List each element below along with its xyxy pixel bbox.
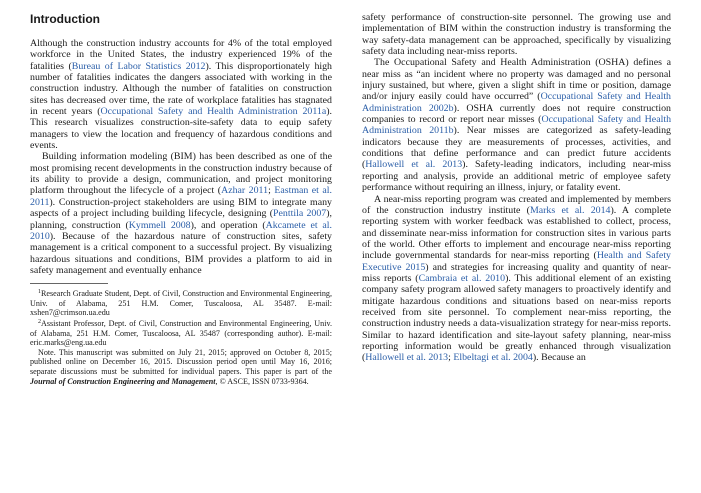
footnote-mark: 2 — [38, 319, 41, 325]
text-run: , © ASCE, ISSN 0733-9364. — [215, 376, 309, 386]
journal-name: Journal of Construction Engineering and Management — [30, 376, 216, 386]
citation-link[interactable]: Cambraia et al. 2010 — [418, 272, 506, 284]
text-run: ), planning, construction ( — [30, 208, 332, 231]
paragraph — [362, 12, 671, 57]
citation-link[interactable]: Kymmell 2008 — [128, 219, 191, 231]
paragraph — [30, 38, 332, 151]
footnotes — [30, 288, 332, 386]
citation-link[interactable]: Hallowell et al. 2013 — [365, 159, 463, 171]
text-run: ), and operation ( — [190, 219, 266, 231]
text-run: Note. This manuscript was submitted on July 21, 2015; approved on October 8, 2015; published online on December 16, 2015. Discussion period open until May 16, 2016; separate discussions must be submitted for individual papers. This paper is part of the — [30, 347, 332, 376]
text-run: Assistant Professor, Dept. of Civil, Construction and Environmental Engineering, Univ. of Alabama, 251 H.M. Comer, Tuscaloosa, AL 35487 (corresponding author). E-mail: eric.marks@eng.ua.edu — [30, 319, 332, 348]
text-run: The Occupational Safety and Health Administration (OSHA) defines a near miss as “an incident where no property was damaged and no personal injury sustained, but where, given a slight shift in time or position, damage and/or injury easily could have occurred” ( — [362, 57, 671, 103]
left-column — [30, 0, 332, 386]
text-run: ). Construction-project stakeholders are using BIM to integrate many aspects of a project including building lifecycle, designing ( — [30, 196, 332, 220]
citation-link[interactable]: Occupational Safety and Health Administration 2011a — [100, 106, 327, 118]
text-run: ). Because of the hazardous nature of construction sites, safety management is a critical component to a successful project. By visualizing hazardous situations and conditions, BIM provides a platform to aid in safety management and eventually enhance — [30, 230, 332, 276]
left-body — [30, 38, 332, 276]
right-column — [362, 12, 671, 364]
text-run: ). This additional element of an existing company safety program allowed safety managers to proactively identify and mitigate hazardous conditions and situations based on near-miss reports received from site personnel. To complement near-miss reporting, the construction industry needs a data-visualization strategy for near-miss reports. Similar to hazard identification and site-layout safety planning, near-miss reporting information would be greatly enhanced through visualization ( — [362, 272, 671, 364]
text-run: Although the construction industry accounts for 4% of the total employed workforce in the United States, the industry experienced 19% of the fatalities ( — [30, 38, 332, 72]
text-run: ). Because an — [532, 352, 586, 364]
text-run: safety performance of construction-site personnel. The growing use and implementation of BIM within the construction industry is transforming the way safety-data management can be approached, specifically by visualizing safety data including near-miss reports. — [362, 12, 671, 58]
footnote — [30, 348, 332, 386]
footnote-mark: 1 — [38, 289, 41, 296]
section-heading: Introduction — [30, 12, 100, 26]
citation-link[interactable]: Health and Safety Executive 2015 — [362, 250, 671, 273]
citation-link[interactable]: Eastman et al. 2011 — [30, 185, 332, 208]
text-run: A near-miss reporting program was created and implemented by members of the construction industry institute ( — [362, 193, 671, 216]
right-body — [362, 12, 671, 364]
citation-link[interactable]: Penttila 2007 — [273, 208, 327, 220]
text-run: ). OSHA currently does not require construction companies to record or report near misses ( — [362, 102, 671, 126]
text-run: ). Safety-leading indicators, including near-miss reporting and analysis, provide an additional metric of employee safety performance without requiring an illness, injury, or fatality event. — [362, 159, 671, 194]
text-run: ) and strategies for increasing quality and quantity of near-miss reports ( — [362, 261, 671, 284]
text-run: ). This disproportionately high number of fatalities indicates the dangers associated with working in the construction industry. Although the number of fatalities on construction sites has decreased over time, the rate of workplace fatalities has stagnated in recent years ( — [30, 60, 332, 118]
paragraph — [30, 151, 332, 276]
text-run: ). This research visualizes construction-site-safety data to equip safety managers to view the location and frequency of hazardous conditions and events. — [30, 106, 332, 152]
citation-link[interactable]: Azhar 2011 — [221, 185, 269, 197]
footnote — [30, 318, 332, 348]
text-run: Building information modeling (BIM) has been described as one of the most promising recent developments in the construction industry because of its ability to provide a design, communication, and project monitoring platform throughout the lifecycle of a project ( — [30, 151, 332, 197]
citation-link[interactable]: Elbeltagi et al. 2004 — [453, 352, 533, 364]
citation-link[interactable]: Bureau of Labor Statistics 2012 — [71, 60, 206, 72]
text-run: ). Near misses are categorized as safety-leading indicators because they are measurements of processes, activities, and conditions that define performance and can predict future accidents ( — [362, 125, 671, 171]
citation-link[interactable]: Akcamete et al. 2010 — [30, 219, 332, 242]
paragraph — [362, 57, 671, 193]
paragraph — [362, 194, 671, 364]
footnote-rule — [30, 283, 108, 284]
citation-link[interactable]: Occupational Safety and Health Administration 2011b — [362, 114, 672, 137]
citation-link[interactable]: Marks et al. 2014 — [529, 204, 611, 216]
citation-link[interactable]: Occupational Safety and Health Administration 2002b — [362, 91, 671, 114]
text-run: Research Graduate Student, Dept. of Civil, Construction and Environmental Engineering, Univ. of Alabama, 251 H.M. Comer, Tuscaloosa, AL 35487. E-mail: xshen7@crimson.ua.edu — [30, 289, 332, 318]
footnote — [30, 288, 332, 318]
text-run: ; — [268, 185, 275, 197]
text-run: ). A complete reporting system with worker feedback was established to collect, process, and disseminate near-miss information for construction sites in various parts of the world. Other efforts to implement and encourage near-miss reporting include governmental standards for near-miss reporting ( — [362, 204, 671, 262]
text-run: ; — [448, 352, 454, 364]
citation-link[interactable]: Hallowell et al. 2013 — [365, 352, 449, 364]
